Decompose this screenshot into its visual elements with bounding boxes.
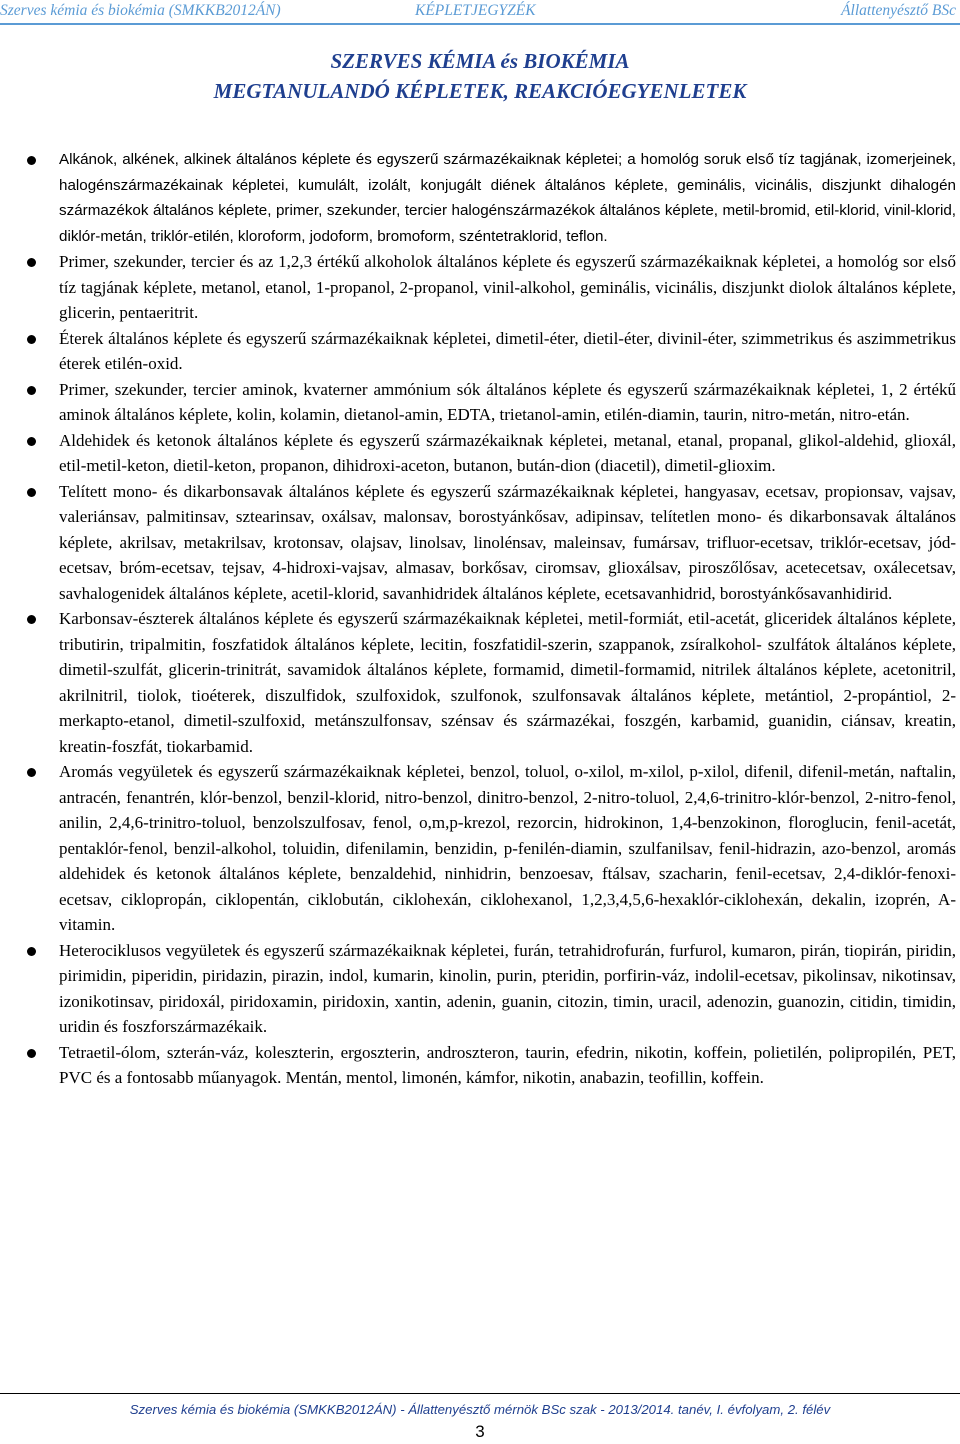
title-line-1: SZERVES KÉMIA és BIOKÉMIA bbox=[330, 49, 630, 73]
list-item: Aromás vegyületek és egyszerű származékaiknak képletei, benzol, toluol, o-xilol, m-xilol, p-xilol, difenil, difenil-metán, naftalin, antracén, fenantrén, klór-benzol, benzil-klorid, nitro-benzol, dinitro-benzol, 2-nitro-toluol, 2,4,6-trinitro-klór-benzol, 2-nitro-fenol, anilin, 2,4,6-trinitro-toluol, benzolszulfosav, fenol, o,m,p-krezol, rezorcin, hidrokinon, 1,4-benzokinon, floroglucin, fenil-acetát, pentaklór-fenol, benzil-alkohol, toluidin, difenilamin, benzidin, p-fenilén-diamin, szulfanilsav, fenil-hidrazin, azo-benzol, aromás aldehidek és ketonok általános képlete, benzaldehid, ninhidrin, benzoesav, ftálsav, szacharin, fenil-ecetsav, 2,4-diklór-fenoxi-ecetsav, ciklopropán, ciklopentán, ciklobután, ciklohexán, ciklohexanol, 1,2,3,4,5,6-hexaklór-ciklohexán, dekalin, izoprén, A-vitamin. bbox=[0, 759, 960, 938]
footer-rule bbox=[0, 1393, 960, 1394]
bullet-icon bbox=[27, 437, 36, 446]
list-item: Heterociklusos vegyületek és egyszerű származékaiknak képletei, furán, tetrahidrofurán, furfurol, kumaron, pirán, tiopirán, piridin, pirimidin, piperidin, piridazin, pirazin, indol, kumarin, kinolin, purin, pteridin, porfirin-váz, indolil-ecetsav, pikolinsav, nikotinsav, izonikotinsav, piridoxál, piridoxamin, piridoxin, xantin, adenin, guanin, citozin, timin, uracil, adenozin, guanozin, citidin, timidin, uridin és foszforszármazékaik. bbox=[0, 938, 960, 1040]
list-item: Primer, szekunder, tercier aminok, kvaterner ammónium sók általános képlete és egyszerű származékaiknak képletei, 1, 2 értékű aminok általános képlete, kolin, kolamin, dietanol-amin, EDTA, trietanol-amin, etilén-diamin, taurin, nitro-metán, nitro-etán. bbox=[0, 377, 960, 428]
running-footer: Szerves kémia és biokémia (SMKKB2012ÁN) - Állattenyésztő mérnök BSc szak - 2013/2014. tanév, I. évfolyam, 2. félév bbox=[129, 1402, 831, 1417]
header-program: Állattenyésztő BSc bbox=[841, 2, 956, 19]
bullet-icon bbox=[27, 615, 36, 624]
formula-topic-list bbox=[0, 147, 960, 1091]
bullet-icon bbox=[27, 488, 36, 497]
title-line-2: MEGTANULANDÓ KÉPLETEK, REAKCIÓEGYENLETEK bbox=[213, 79, 747, 103]
bullet-icon bbox=[27, 947, 36, 956]
bullet-icon bbox=[27, 1049, 36, 1058]
header-course: Szerves kémia és biokémia (SMKKB2012ÁN) bbox=[0, 2, 281, 19]
bullet-icon bbox=[27, 258, 36, 267]
list-item: Aldehidek és ketonok általános képlete és egyszerű származékaiknak képletei, metanal, etanal, propanal, glikol-aldehid, glioxál, etil-metil-keton, dietil-keton, propanon, dihidroxi-aceton, butanon, bután-dion (diacetil), dimetil-glioxim. bbox=[0, 428, 960, 479]
running-header bbox=[0, 2, 960, 24]
bullet-icon bbox=[27, 386, 36, 395]
bullet-icon bbox=[27, 768, 36, 777]
list-item: Primer, szekunder, tercier és az 1,2,3 értékű alkoholok általános képlete és egyszerű származékaiknak képletei, a homológ sor első tíz tagjának képlete, metanol, etanol, 1-propanol, 2-propanol, vinil-alkohol, geminális, vicinális, diszjunkt diolok általános képlete, glicerin, pentaeritrit. bbox=[0, 249, 960, 326]
list-item: Karbonsav-észterek általános képlete és egyszerű származékaiknak képletei, metil-formiát, etil-acetát, gliceridek általános képlete, tributirin, tripalmitin, foszfatidok általános képlete, lecitin, foszfatidil-szerin, szappanok, zsíralkohol- szulfátok általános képlete, dimetil-szulfát, glicerin-trinitrát, savamidok általános képlete, formamid, dimetil-formamid, nitrilek általános képlete, acetonitril, akrilnitril, tiolok, tioéterek, diszulfidok, szulfoxidok, szulfonok, szulfonsavak általános képlete, metántiol, 2-propántiol, 2-merkapto-etanol, dimetil-szulfoxid, metánszulfonsav, szénsav és származékai, foszgén, karbamid, guanidin, ciánsav, kreatin, kreatin-foszfát, tiokarbamid. bbox=[0, 606, 960, 759]
page-title bbox=[0, 46, 960, 106]
list-item: Alkánok, alkének, alkinek általános képlete és egyszerű származékaiknak képletei; a homológ soruk első tíz tagjának, izomerjeinek, halogénszármazékainak képletei, kumulált, izolált, konjugált diének általános képlete, geminális, vicinális, diszjunkt dihalogén származékok általános képlete, primer, szekunder, tercier halogénszármazékok általános képlete, metil-bromid, etil-klorid, vinil-klorid, diklór-metán, triklór-etilén, kloroform, jodoform, bromoform, széntetraklorid, teflon. bbox=[0, 147, 960, 249]
header-rule bbox=[0, 23, 960, 25]
header-doc-type: KÉPLETJEGYZÉK bbox=[415, 2, 536, 19]
bullet-icon bbox=[27, 156, 36, 165]
list-item: Éterek általános képlete és egyszerű származékaiknak képletei, dimetil-éter, dietil-éter, divinil-éter, szimmetrikus és aszimmetrikus éterek etilén-oxid. bbox=[0, 326, 960, 377]
page-number: 3 bbox=[475, 1422, 485, 1441]
bullet-icon bbox=[27, 335, 36, 344]
list-item: Telített mono- és dikarbonsavak általános képlete és egyszerű származékaiknak képletei, hangyasav, ecetsav, propionsav, vajsav, valeriánsav, palmitinsav, sztearinsav, oxálsav, malonsav, borostyánkősav, adipinsav, telítetlen mono- és dikarbonsavak általános képlete, akrilsav, metakrilsav, krotonsav, olajsav, linolsav, linolénsav, maleinsav, fumársav, trifluor-ecetsav, triklór-ecetsav, jód-ecetsav, bróm-ecetsav, tejsav, 4-hidroxi-vajsav, almasav, borkősav, ciromsav, glioxálsav, piroszőlősav, acetecetsav, oxálecetsav, savhalogenidek általános képlete, acetil-klorid, savanhidridek általános képlete, ecetsavanhidrid, borostyánkősavanhidirid. bbox=[0, 479, 960, 607]
list-item: Tetraetil-ólom, szterán-váz, koleszterin, ergoszterin, androszteron, taurin, efedrin, nikotin, koffein, polietilén, polipropilén, PET, PVC és a fontosabb műanyagok. Mentán, mentol, limonén, kámfor, nikotin, anabazin, teofillin, koffein. bbox=[0, 1040, 960, 1091]
